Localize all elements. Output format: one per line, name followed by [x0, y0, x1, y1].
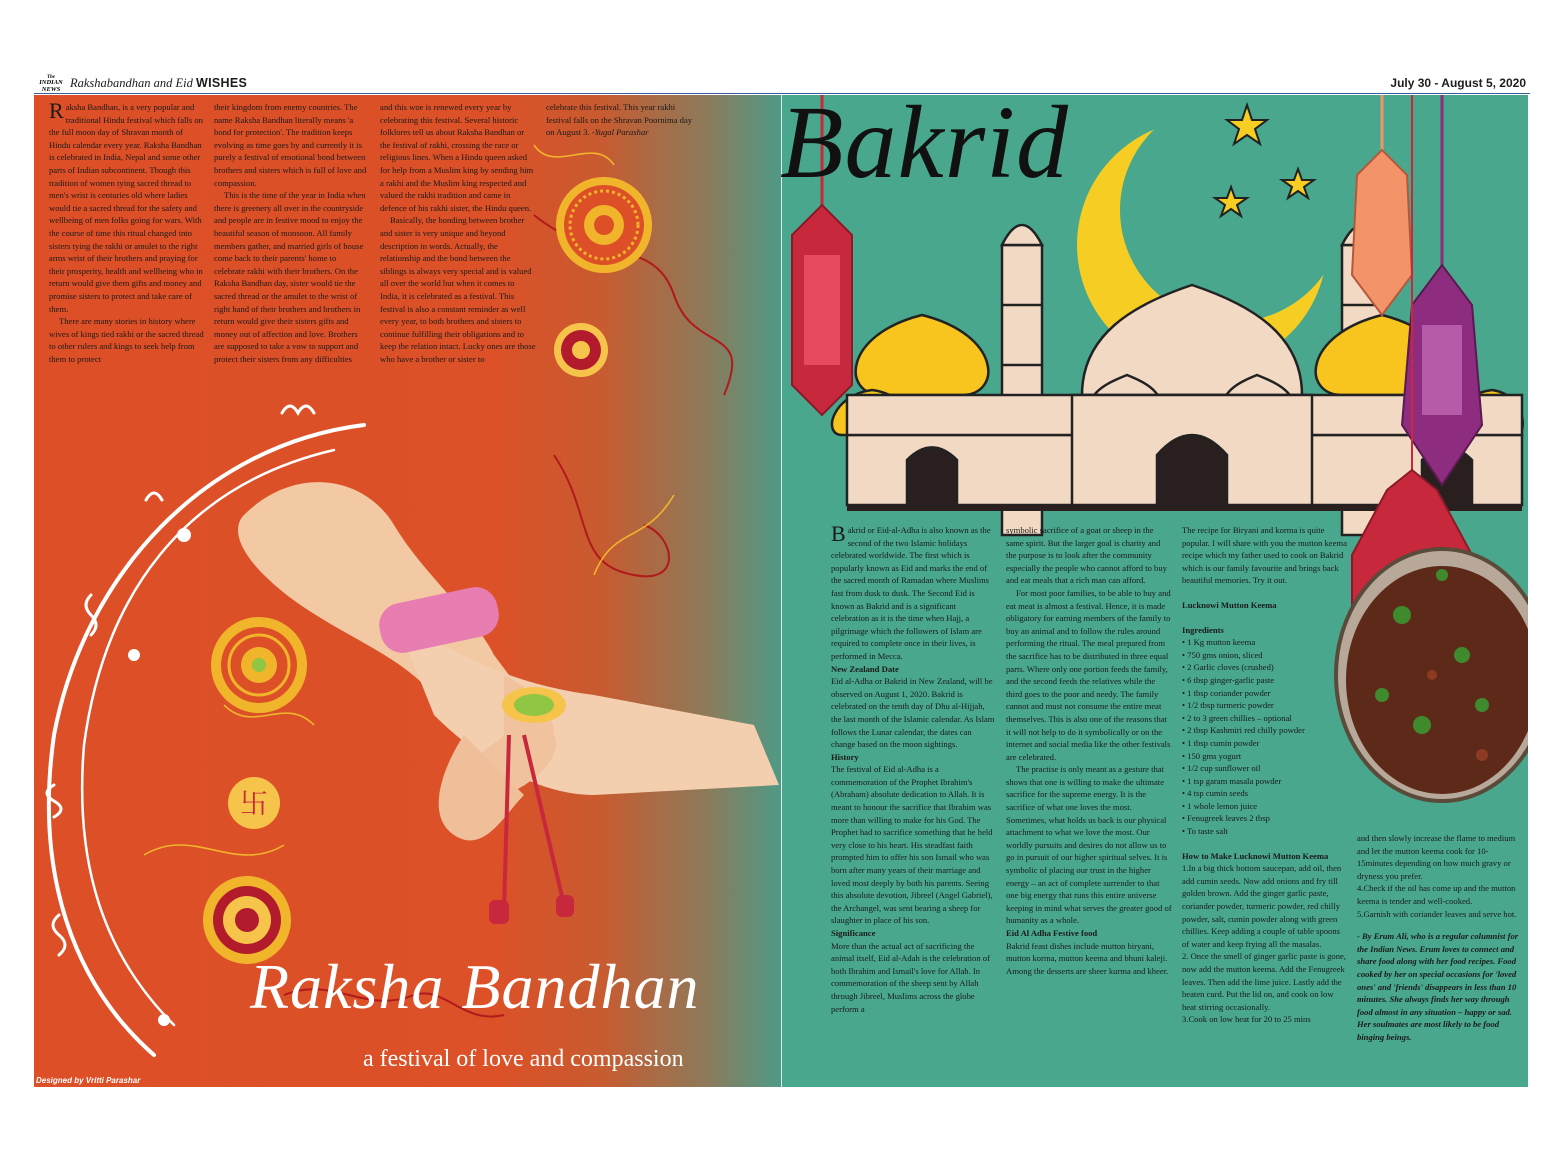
designer-credit: Designed by Vritti Parashar — [36, 1076, 141, 1085]
bakrid-heading-nz: New Zealand Date — [831, 663, 899, 674]
raksha-bandhan-page — [34, 95, 781, 1087]
raksha-author: -Yugal Parashar — [591, 127, 649, 138]
logo-mark-icon — [36, 72, 66, 92]
ingredient-item: • Fenugreek leaves 2 tbsp — [1182, 813, 1270, 824]
bakrid-history-text: The festival of Eid al-Adha is a commemoration of the Prophet Ibrahim's (Abraham) absolute dedication to Allah. It is meant to honour the sacrifice that Ibrahim was more than willing to make for his God. The Prophet had to sacrifice something that he held very close to his heart. His steadfast faith prompted him to offer his son Ismail who was born after many years of their marriage and loved most deeply by both his parents. Seeing this absolute devotion, Jibreel (Angel Gabriel), the Archangel, was sent bearing a sheep for slaughter in place of his son. — [831, 764, 993, 926]
issue-date: July 30 - August 5, 2020 — [1390, 76, 1526, 90]
ingredient-item: • 1 Kg mutton keema — [1182, 637, 1256, 648]
raksha-column-4 — [546, 101, 696, 139]
rakhi-icon — [211, 617, 307, 713]
section-title-bold: WISHES — [196, 76, 248, 90]
bakrid-byline: - By Erum Ali, who is a regular columnist for the Indian News. Erum loves to connect and share food along with her food recipes. Food cooked by her on special occasions for 'loved ones' and 'friends' disappears in less than 10 minutes. She always finds her way through food almost in any situation – happy or sad. Her soulmates are most likely to be food binging beings. — [1357, 931, 1519, 1042]
svg-text:卐: 卐 — [239, 787, 269, 820]
bakrid-heading-food: Eid Al Adha Festive food — [1006, 928, 1098, 938]
raksha-column-2 — [214, 101, 369, 365]
svg-text:The: The — [46, 75, 56, 80]
bakrid-column-1 — [831, 521, 996, 1015]
bakrid-column-2 — [1006, 524, 1172, 977]
newspaper-logo — [36, 72, 66, 92]
bakrid-significance-text: More than the actual act of sacrificing the animal itself, Eid al-Adah is the celebration of both Ibrahim and Ismail's love for Allah. In commemoration of the sheep sent by Allah through Jibreel, Muslims across the globe perform a — [831, 940, 990, 1014]
rakhi-icon — [554, 323, 608, 377]
bakrid-heading-history: History — [831, 751, 859, 762]
ingredient-item: • 1/2 tbsp turmeric powder — [1182, 700, 1274, 711]
bakrid-heading-significance: Significance — [831, 928, 876, 938]
raksha-col2-p2: This is the time of the year in India when there is greenery all over in the countryside and people are in festive mood to enjoy the beautiful season of monsoon. All family members gather, and married girls of house come back to their parents' home to celebrate rakhi with their brothers. On the Raksha Bandhan day, sister would tie the sacred thread or the amulet to the wrist of right hand of their brothers and brothers in return would give their sisters gifts and money out of affection and love. Brothers are supposed to take a vow to support and protect their sisters from any difficulties — [214, 190, 366, 364]
ingredient-item: • 2 to 3 green chillies – optional — [1182, 712, 1292, 723]
ingredient-item: • 6 tbsp ginger-garlic paste — [1182, 674, 1275, 685]
bakrid-step-1: 1.In a big thick bottom saucepan, add oil, then add cumin seeds. Now add onions and fry till golden brown. Add the ginger garlic paste, coriander powder, turmeric powder, red chilly powder, salt, cumin powder along with green chillies. Keep adding a couple of table spoons of water and keep frying all the masalas. — [1182, 863, 1342, 949]
ingredient-item: • 1 tsp garam masala powder — [1182, 775, 1282, 786]
lantern-icon — [1352, 95, 1412, 315]
ingredient-item: • 150 gms yogurt — [1182, 750, 1242, 761]
bakrid-col4-p3: 5.Garnish with coriander leaves and serve hot. — [1357, 908, 1517, 919]
bakrid-method-heading: How to Make Lucknowi Mutton Keema — [1182, 850, 1329, 861]
bakrid-title: Bakrid — [780, 85, 1070, 200]
bakrid-col4-p2: 4.Check if the oil has come up and the mutton keema is tender and well-cooked. — [1357, 883, 1516, 906]
section-title-italic: Rakshabandhan and Eid — [70, 76, 193, 90]
ingredient-item: • 4 tsp cumin seeds — [1182, 788, 1249, 799]
rakhi-icon — [556, 177, 652, 273]
rakhi-icon — [228, 777, 280, 829]
raksha-col3-p2: Basically, the bonding between brother and sister is very unique and beyond description in words. Actually, the relationship and the bond between the siblings is always very special and is valued all over the world but when it comes to India, it is celebrated as a festival. This festival is also a constant reminder as well every year, to both brothers and sisters to continue fulfilling their obligations and to keep the relation intact. Lucky ones are those who have a brother or sister to — [380, 215, 536, 364]
ingredient-item: • 2 Garlic cloves (crushed) — [1182, 662, 1274, 673]
bakrid-step-2: 2. Once the smell of ginger garlic paste is gone, now add the mutton keema. Add the Fenugreek leaves. Then add the lime juice. Lastly add the beaten curd. Put the lid on, and cook on low heat stirring occasionally. — [1182, 951, 1346, 1012]
bakrid-column-4 — [1357, 832, 1522, 1044]
svg-text:INDIAN: INDIAN — [39, 79, 63, 86]
svg-text:NEWS: NEWS — [41, 86, 61, 92]
ingredient-item: • 2 tbsp Kashmiri red chilly powder — [1182, 725, 1305, 736]
bakrid-col2-p1: symbolic sacrifice of a goat or sheep in the same spirit. But the larger goal is charity and the purpose is to look after the community especially the people who cannot afford to buy and eat meals that a rich man can afford. — [1006, 525, 1167, 586]
raksha-col2-p1: their kingdom from enemy countries. The name Raksha Bandhan literally means 'a bond for protection'. The tradition keeps evolving as time goes by and currently it is purely a festival of emotional bond between brothers and sisters which is full of love and compassion. — [214, 102, 367, 188]
raksha-dropcap: R — [49, 98, 64, 123]
bakrid-food-text: Bakrid feast dishes include mutton biryani, mutton korma, mutton keema and bhuni kaleji. Among the desserts are sheer kurma and kheer. — [1006, 940, 1169, 976]
bakrid-recipe-title: Lucknowi Mutton Keema — [1182, 599, 1277, 610]
bakrid-col2-p3: The practise is only meant as a gesture that shows that one is willing to make the ultimate sacrifice for the supreme energy. It is the sacrifice of what one loves the most. Sometimes, what holds us back is our physical attachment to what we love the most. Our worldly pursuits and desires do not allow us to go in pursuit of our higher spiritual selves. It is symbolic of placing our trust in the higher energy – an act of complete surrender to that one big energy that runs this entire universe keeping in mind what serves the greater good of humanity as a whole. — [1006, 764, 1172, 926]
raksha-col1-p1: aksha Bandhan, is a very popular and traditional Hindu festival which falls on the full moon day of Shravan month of Hindu calendar every year. Raksha Bandhan is celebrated in India, Nepal and some other parts of Indian subcontinent. Though this tradition of women tying sacred thread to men's wrist is centuries old where ladies would tie a sacred thread for the safety and wellbeing of men folks going for wars. With the course of time this ritual changed into sisters tying the rakhi or amulet to the right arms wrist of their brothers and praying for their prosperity, health and wellbeing who in return would give them gifts and money and promise sisters to protect and take care of them. — [49, 102, 203, 314]
ingredient-item: • 750 gms onion, sliced — [1182, 649, 1263, 660]
bakrid-col2-p2: For most poor families, to be able to buy and eat meat is almost a festival. Hence, it is made obligatory for earning members of the family to buy an animal and to follow the rules around performing the ritual. The meal prepared from the sacrifice has to be distributed in three equal parts. Where only one portion feeds the family, and the second feeds the relatives while the third goes to the poor and needy. The family cannot and must not consume the entire meat themselves. This is also one of the reasons that it will not help to do it symbolically or on the internet and social media like the other festivals are celebrated. — [1006, 587, 1171, 762]
section-title — [70, 76, 247, 91]
lantern-icon — [1402, 95, 1482, 485]
raksha-col1-p2: There are many stories in history where wives of kings tied rakhi or the sacred thread to other rulers and kings to seek help from them to protect — [49, 316, 204, 364]
ingredient-item: • 1 tbsp cumin powder — [1182, 737, 1260, 748]
bakrid-column-3 — [1182, 524, 1347, 1026]
raksha-column-3 — [380, 101, 536, 365]
bakrid-recipe-intro: The recipe for Biryani and korma is quite popular. I will share with you the mutton keema recipe which my father used to cook on Bakrid which is our family favourite and brings back beautiful memories. Try it out. — [1182, 525, 1347, 586]
ingredient-item: • 1 tbsp coriander powder — [1182, 687, 1271, 698]
raksha-column-1 — [49, 98, 204, 365]
ingredient-item: • 1/2 cup sunflower oil — [1182, 763, 1261, 774]
bakrid-col4-p1: and then slowly increase the flame to medium and let the mutton keema cook for 10-15minutes depending on how much gravy or dryness you prefer. — [1357, 833, 1516, 881]
raksha-subtitle: a festival of love and compassion — [363, 1046, 684, 1072]
raksha-title: Raksha Bandhan — [250, 951, 700, 1022]
raksha-col4-p1: celebrate this festival. This year rakhi festival falls on the Shravan Poornima day on August 3. — [546, 102, 693, 138]
bakrid-nz-text: Eid al-Adha or Bakrid in New Zealand, will be observed on August 1, 2020. Bakrid is celebrated on the tenth day of Dhu al-Hijjah, the last month of the Islamic calendar. As Islam follows the Lunar calendar, the dates can change based on the moon sightings. — [831, 676, 995, 750]
raksha-col3-p1: and this woe is renewed every year by celebrating this festival. Several historic folklores tell us about Raksha Bandhan or the festival of rakhi, crossing the race or religious lines. When a Hindu queen asked for help from a Muslim king by sending him a rakhi and the Muslim king respected and valued the rakhi tradition and came in defence of his rakhi sister, the Hindu queen. — [380, 102, 534, 213]
ingredient-item: • 1 whole lemon juice — [1182, 800, 1258, 811]
bakrid-step-3: 3.Cook on low heat for 20 to 25 mins — [1182, 1014, 1311, 1025]
bakrid-intro: akrid or Eid-al-Adha is also known as the second of the two Islamic holidays celebrated worldwide. The first which is popularly known as Eid and marks the end of the sacred month of Ramadan where Muslims fast from dusk to dusk. The Second Eid is known as Bakrid and is a significant celebration as it is the time when Hajj, a pilgrimage which the followers of Islam are required to complete once in their lives, is performed in Mecca. — [831, 525, 991, 661]
bakrid-ingredients-heading: Ingredients — [1182, 624, 1224, 635]
hands-tying-rakhi-icon — [238, 482, 779, 924]
ingredient-item: • To taste salt — [1182, 826, 1228, 837]
keema-dish-icon — [1336, 549, 1528, 801]
bakrid-dropcap: B — [831, 521, 846, 546]
